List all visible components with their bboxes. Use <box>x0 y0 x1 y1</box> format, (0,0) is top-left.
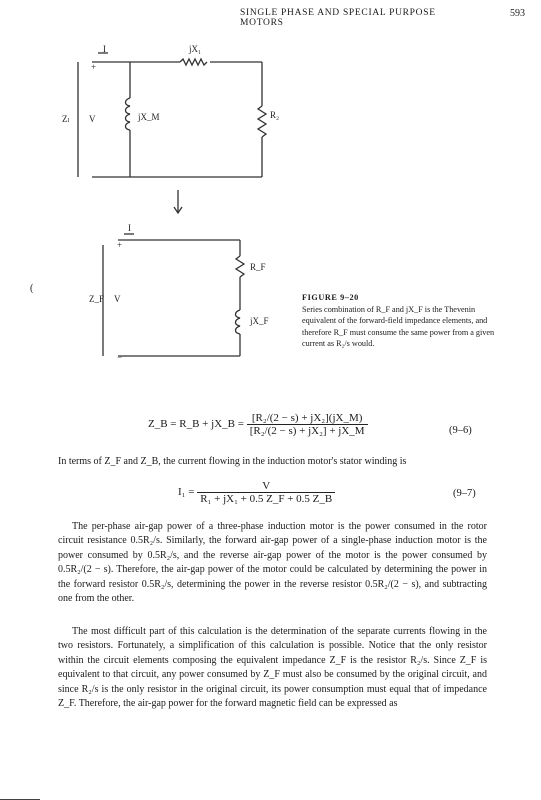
equation-9-6 <box>148 412 368 437</box>
forward-resistance-label: R_F <box>250 262 266 272</box>
intro-sentence: In terms of Z_F and Z_B, the current flowing in the induction motor's stator winding is <box>58 456 407 467</box>
bottom-voltage-label: V <box>114 294 121 304</box>
rotor-resistor <box>258 106 266 137</box>
forward-reactance <box>236 310 241 334</box>
equation-9-7-fraction <box>197 480 335 505</box>
forward-resistor <box>236 256 244 277</box>
figure-caption <box>302 292 502 350</box>
equation-9-6-numerator: [R₂/(2 − s) + jX₂](jX_M) <box>247 412 368 425</box>
bottom-plus-label: + <box>117 240 123 250</box>
equation-9-7-numerator: V <box>197 480 335 493</box>
forward-impedance-label: Z_F <box>89 294 105 304</box>
figure-caption-label: FIGURE 9–20 <box>302 293 359 302</box>
equation-9-6-fraction <box>247 412 368 437</box>
figure-caption-text: Series combination of R_F and jX_F is the Thevenin equivalent of the forward-field impedance elements, and therefore R_F must consume the same power from a given current as R₂/s would. <box>302 304 495 349</box>
forward-reactance-label: jX_F <box>250 316 269 326</box>
equation-9-7 <box>178 480 335 505</box>
equation-9-6-lhs: Z_B = R_B + jX_B = <box>148 418 244 431</box>
top-impedance-label: Zₗ <box>62 114 70 124</box>
series-reactance-label: jX₁ <box>189 44 202 54</box>
equation-9-7-lhs: I₁ = <box>178 486 195 499</box>
running-title: SINGLE PHASE AND SPECIAL PURPOSE MOTORS <box>240 8 436 28</box>
page-number: 593 <box>510 8 525 19</box>
series-reactance <box>180 59 207 65</box>
paragraph-calculation: The most difficult part of this calculation is the determination of the separate currents flowing in the two resistors. Fortunately, a simplification of this calculation is possible. Notice that the only resistor within the circuit elements composing the equivalent impedance Z_F is the resistor R₂/s. Since Z_F is equivalent to that circuit, any power consumed by Z_F must also be consumed by the original circuit, and since R₂/s is the only resistor in the original circuit, its power consumption must equal that of impedance Z_F. Therefore, the air-gap power for the forward magnetic field can be expressed as <box>58 626 487 710</box>
margin-mark: ( <box>30 283 34 294</box>
bottom-minus-label: − <box>117 352 123 362</box>
top-voltage-label: V <box>89 114 96 124</box>
equation-9-7-denominator: R₁ + jX₁ + 0.5 Z_F + 0.5 Z_B <box>200 493 333 505</box>
top-current-label: I <box>103 44 106 54</box>
top-plus-label: + <box>91 62 97 72</box>
magnetizing-reactance-label: jX_M <box>138 112 160 122</box>
equation-9-6-number: (9–6) <box>449 425 472 436</box>
rotor-resistance-label: R₂ <box>270 110 280 120</box>
equation-9-7-number: (9–7) <box>453 488 476 499</box>
paragraph-air-gap-power: The per-phase air-gap power of a three-phase induction motor is the power consumed in the rotor circuit resistance 0.5R₂/s. Similarly, the forward air-gap power of a single-phase induction motor is the power consumed by 0.5R₂/s, and the reverse air-gap power of the motor is the power consumed by 0.5R₂/(2 − s). Therefore, the air-gap power of the motor could be calculated by determining the power in the forward resistor 0.5R₂/s, determining the power in the reverse resistor 0.5R₂/(2 − s), and subtracting one from the other. <box>58 521 487 605</box>
magnetizing-reactance <box>126 98 131 130</box>
equation-9-6-denominator: [R₂/(2 − s) + jX₂] + jX_M <box>249 425 365 437</box>
bottom-current-label: I <box>128 223 131 233</box>
